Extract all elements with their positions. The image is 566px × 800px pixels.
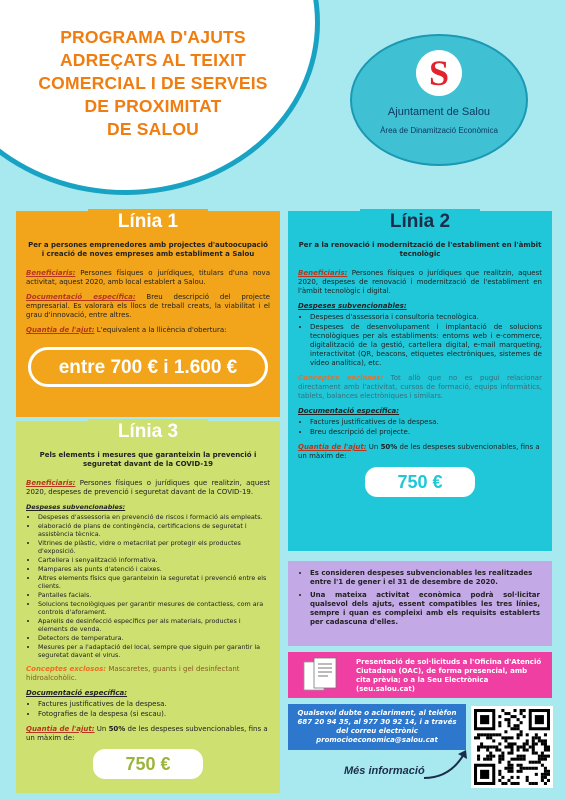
linia-2-panel xyxy=(288,211,552,551)
list-item: • Despeses d'assessoria en prevenció de riscos i formació als empleats. xyxy=(38,513,270,521)
list-item: • Fotografies de la despesa (si escau). xyxy=(38,710,270,719)
linia-3-doc-list xyxy=(38,700,270,719)
contact-email-link[interactable]: promocioeconomica@salou.cat xyxy=(316,736,438,744)
qr-code[interactable] xyxy=(471,706,553,788)
linia-3-amount: 750 € xyxy=(93,749,203,779)
linia-3-subtitle: Pels elements i mesures que garanteixin la prevenció i seguretat davant de la COVID-19 xyxy=(39,451,257,468)
list-item: • Solucions tecnològiques per garantir mesures de contactless, com ara controls d'aforament. xyxy=(38,600,270,616)
title-line: COMERCIAL I DE SERVEIS xyxy=(38,73,268,93)
linia-2-subtitle: Per a la renovació i modernització de l'establiment en l'àmbit tecnològic xyxy=(298,241,542,258)
documents-icon xyxy=(300,656,342,694)
linia-2-quantia: Quantia de l'ajut: Un 50% de les despeses subvencionables, fins a un màxim de: xyxy=(298,443,540,460)
linia-3-panel xyxy=(16,421,280,793)
linia-1-amount: entre 700 € i 1.600 € xyxy=(28,347,268,387)
org-dept: Àrea de Dinamització Econòmica xyxy=(380,126,498,135)
contact-line: del correu electrònic xyxy=(336,727,418,735)
notes-panel xyxy=(288,561,552,646)
list-item: • Mesures per a l'adaptació del local, sempre que siguin per garantir la seguretat davant el virus. xyxy=(38,643,270,659)
list-item: • Aparells de desinfecció específics per als materials, productes i elements de venda. xyxy=(38,617,270,633)
arrow-icon xyxy=(420,744,474,784)
list-item: • Una mateixa activitat econòmica podrà sol·licitar qualsevol dels ajuts, essent compatibles les tres línies, sempre i quan es compleixi amb els requisits establerts per cadascuna d'elles. xyxy=(310,591,540,627)
linia-2-exclosos: Conceptes exclosos: Tot allò que no es pugui relacionar directament amb l'activitat, cursos de formació, equips informàtics, tablets, balances electròniques i similars. xyxy=(298,374,542,400)
linia-2-doc-list xyxy=(310,418,542,437)
linia-1-tab: Línia 1 xyxy=(88,209,208,235)
linia-3-despeses-list xyxy=(38,513,270,659)
list-item: • Despeses de desenvolupament i implantació de solucions tecnològiques per als establiments: entorns web i e-commerce, digitalització de la gestió, cartellera digital, e-mail marqueting, interactivitat (QR, beacons, etiquetes electròniques, sistemes de vídeo analítica), etc. xyxy=(310,323,542,368)
more-info-label: Més informació xyxy=(344,765,425,777)
linia-2-despeses-list xyxy=(310,313,542,368)
linia-2-doc-title: Documentació específica: xyxy=(298,407,400,415)
list-item: • Despeses d'assessoria i consultoria tecnològica. xyxy=(310,313,542,322)
linia-2-tab: Línia 2 xyxy=(360,209,480,235)
linia-3-beneficiaris: Beneficiaris: Persones físiques o jurídiques que realitzin, aquest 2020, despeses de prevenció i seguretat davant de la COVID-19. xyxy=(26,479,270,496)
linia-1-beneficiaris: Beneficiaris: Persones físiques o jurídiques, titulars d'una nova activitat, aquest 2020, amb local establert a Salou. xyxy=(26,269,270,286)
page-title xyxy=(22,26,284,141)
list-item: • Factures justificatives de la despesa. xyxy=(38,700,270,709)
logo-letter: S xyxy=(428,53,450,93)
list-item: • Mampares als punts d'atenció i caixes. xyxy=(38,565,270,573)
linia-1-panel xyxy=(16,211,280,417)
title-line: DE PROXIMITAT xyxy=(84,96,222,116)
list-item: • Breu descripció del projecte. xyxy=(310,428,542,437)
list-item: • Altres elements físics que garanteixin la seguretat i prevenció entre els clients. xyxy=(38,574,270,590)
linia-3-doc-title: Documentació específica: xyxy=(26,689,128,697)
linia-1-documentacio: Documentació específica: Breu descripció del projecte empresarial. Es valorarà els llocs de treball creats, la viabilitat i el grau d'innovació, entre altres. xyxy=(26,293,270,319)
list-item: • Cartellera i senyalització informativa. xyxy=(38,556,270,564)
list-item: • Detectors de temperatura. xyxy=(38,634,270,642)
list-item: • Vitrines de plàstic, vidre o metacrilat per protegir els productes d'exposició. xyxy=(38,539,270,555)
linia-2-amount: 750 € xyxy=(365,467,475,497)
title-line: ADREÇATS AL TEIXIT xyxy=(59,50,247,70)
linia-1-subtitle: Per a persones emprenedores amb projectes d'autoocupació i creació de noves empreses amb establiment a Salou xyxy=(28,241,268,258)
presentacio-panel xyxy=(288,652,552,698)
qr-code-icon xyxy=(474,709,550,785)
salou-logo-icon xyxy=(416,50,462,96)
linia-1-quantia: Quantia de l'ajut: L'equivalent a la llicència d'obertura: xyxy=(26,326,227,334)
linia-3-quantia: Quantia de l'ajut: Un 50% de les despeses subvencionables, fins a un màxim de: xyxy=(26,725,268,742)
title-line: DE SALOU xyxy=(106,119,200,139)
list-item: • Es consideren despeses subvencionables les realitzades entre l'1 de gener i el 31 de desembre de 2020. xyxy=(310,569,540,587)
linia-3-tab: Línia 3 xyxy=(88,419,208,445)
contact-phones: 687 20 94 35, al 977 30 92 14, i a través xyxy=(297,718,457,726)
linia-3-exclosos: Conceptes exclosos: Mascaretes, guants i gel desinfectant hidroalcohòlic. xyxy=(26,665,240,682)
list-item: • Factures justificatives de la despesa. xyxy=(310,418,542,427)
linia-3-despeses xyxy=(26,503,270,659)
list-item: • elaboració de plans de contingència, certificacions de seguretat i assistència tècnica. xyxy=(38,522,270,538)
linia-2-despeses-title: Despeses subvencionables: xyxy=(298,302,407,310)
org-name: Ajuntament de Salou xyxy=(387,106,491,118)
notes-list xyxy=(310,569,540,627)
contact-line: Qualsevol dubte o aclariment, al telèfon xyxy=(297,709,457,717)
list-item: • Pantalles facials. xyxy=(38,591,270,599)
presentacio-text: Presentació de sol·licituds a l'Oficina d'Atenció Ciutadana (OAC), de forma presencial, amb cita prèvia; o a la Seu Electrònica (seu.salou.cat) xyxy=(356,658,542,693)
title-line: PROGRAMA D'AJUTS xyxy=(60,27,246,47)
linia-2-beneficiaris: Beneficiaris: Persones físiques o jurídiques que realitzin, aquest 2020, despeses de renovació i modernització de l'establiment en l'àmbit tecnològic i digital. xyxy=(298,269,542,295)
linia-3-despeses-title: Despeses subvencionables: xyxy=(26,503,126,511)
